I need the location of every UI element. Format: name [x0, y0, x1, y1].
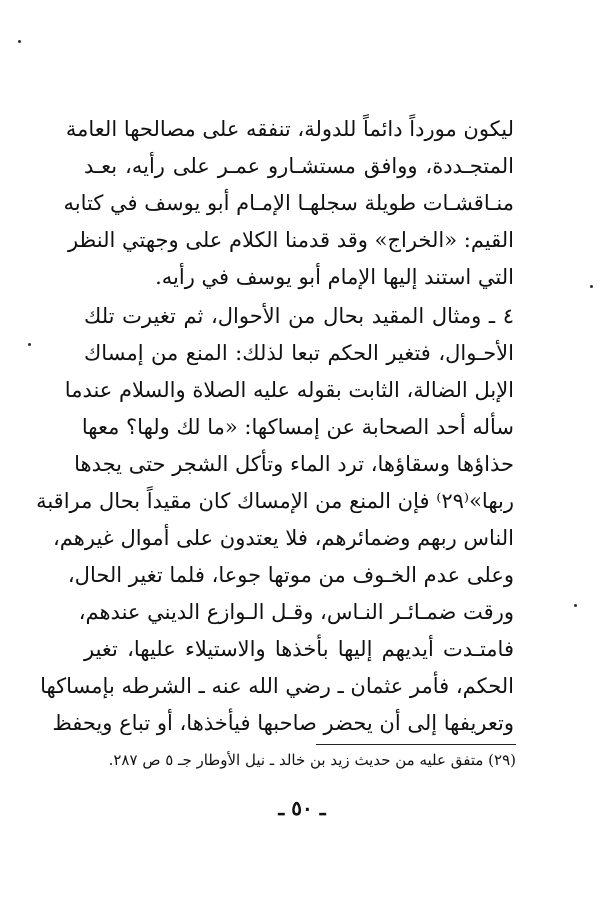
text-line: الناس ربهم وضمائرهم، فلا يعتدون على أموال غيرهم، [53, 526, 514, 550]
paragraph-2 [36, 298, 514, 742]
text-line: وتعريفها إلى أن يحضر صاحبها فيأخذها، أو تباع ويحفظ [52, 711, 514, 735]
scan-speck [590, 285, 593, 288]
text-line: الأحـوال، فتغير الحكم تبعا لذلك: المنع من إمساك [84, 341, 514, 365]
paragraph-1 [63, 111, 514, 296]
text-line: منـاقشـات طويلة سجلهـا الإمـام أبو يوسف في كتابه [63, 191, 514, 215]
text-line: فامتـدت أيديهم إليها بأخذها والاستيلاء عليها، تغير [84, 637, 514, 661]
text-line: المتجـددة، ووافق مستشـارو عمـر على رأيه، بعـد [84, 154, 514, 178]
scan-speck [28, 343, 31, 346]
footnote-divider [316, 744, 516, 745]
text-line: التي استند إليها الإمام أبو يوسف في رأيه. [155, 265, 514, 289]
text-line: ٤ ـ ومثال المقيد بحال من الأحوال، ثم تغيرت تلك [84, 304, 514, 328]
text-line: وعلى عدم الخـوف من موتها جوعا، فلما تغير الحال، [67, 563, 514, 587]
text-line: ورقت ضمـائـر النـاس، وقـل الـوازع الديني عندهم، [78, 600, 514, 624]
text-line: الإبل الضالة، الثابت بقوله عليه الصلاة والسلام عندما [64, 378, 514, 402]
text-line: ربها»⁽٢٩⁾ فإن المنع من الإمساك كان مقيداً بحال مراقبة [36, 489, 514, 513]
text-line: ليكون مورداً دائماً للدولة، تنفقه على مصالحها العامة [65, 117, 514, 141]
footnote: (٢٩) متفق عليه من حديث زيد بن خالد ـ نيل الأوطار جـ ٥ ص ٢٨٧. [108, 751, 516, 769]
text-line: حذاؤها وسقاؤها، ترد الماء وتأكل الشجر حتى يجدها [74, 452, 514, 476]
scan-speck [574, 604, 577, 607]
page-number: ـ ٥٠ ـ [278, 796, 326, 820]
text-line: سأله أحد الصحابة عن إمساكها: «ما لك ولها؟ معها [81, 415, 514, 439]
text-line: الحكم، فأمر عثمان ـ رضي الله عنه ـ الشرطه بإمساكها [40, 674, 514, 698]
text-line: القيم: «الخراج» وقد قدمنا الكلام على وجهتي النظر [67, 228, 514, 252]
scan-speck [18, 40, 21, 43]
